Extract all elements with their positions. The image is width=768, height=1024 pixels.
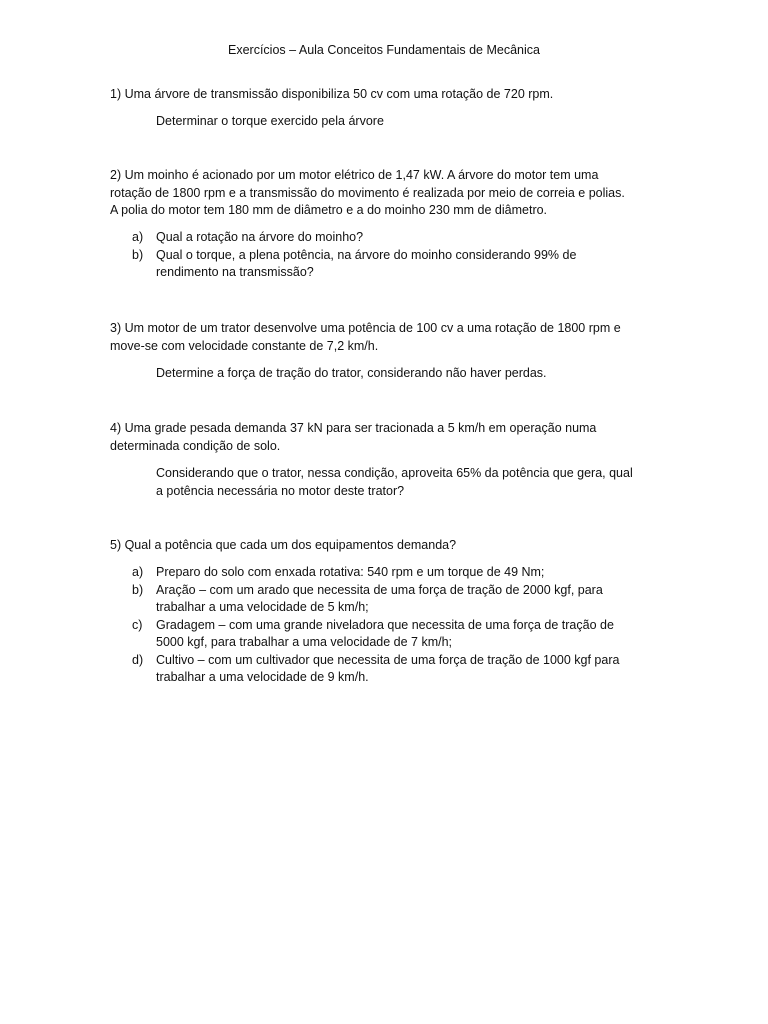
list-item: [110, 247, 596, 282]
question-4: [110, 420, 670, 455]
list-item: [110, 652, 656, 687]
item-letter: a): [132, 565, 144, 579]
question-5-items: [110, 564, 650, 687]
question-2-line-1: 2) Um moinho é acionado por um motor elétrico de 1,47 kW. A árvore do motor tem uma: [110, 168, 599, 182]
question-4-task-line-2: a potência necessária no motor deste trator?: [156, 483, 405, 498]
item-letter: d): [132, 652, 144, 667]
item-text: Gradagem – com uma grande niveladora que necessita de uma força de tração de 5000 kgf, para trabalhar a uma velocidade de 7 km/h;: [156, 617, 614, 649]
list-item: [110, 582, 636, 617]
question-3: [110, 320, 670, 355]
question-3-line-1: 3) Um motor de um trator desenvolve uma potência de 100 cv a uma rotação de 1800 rpm e: [110, 321, 621, 335]
list-item: [110, 229, 650, 247]
question-4-task-line-1: Considerando que o trator, nessa condição, aproveita 65% da potência que gera, qual: [156, 466, 633, 480]
question-5: 5) Qual a potência que cada um dos equipamentos demanda?: [110, 538, 457, 552]
question-2-items: [110, 229, 650, 282]
item-text: Qual a rotação na árvore do moinho?: [156, 230, 364, 244]
page-title: Exercícios – Aula Conceitos Fundamentais de Mecânica: [228, 43, 540, 57]
question-3-task: Determine a força de tração do trator, considerando não haver perdas.: [156, 366, 547, 380]
question-4-task: [156, 465, 656, 500]
question-4-line-2: determinada condição de solo.: [110, 438, 281, 453]
item-text: Qual o torque, a plena potência, na árvore do moinho considerando 99% de rendimento na transmissão?: [156, 247, 577, 279]
item-letter: c): [132, 617, 143, 632]
list-item: [110, 564, 656, 582]
item-text: Preparo do solo com enxada rotativa: 540 rpm e um torque de 49 Nm;: [156, 565, 545, 579]
item-text: Aração – com um arado que necessita de uma força de tração de 2000 kgf, para trabalhar a uma velocidade de 5 km/h;: [156, 582, 603, 614]
question-2-line-3: A polia do motor tem 180 mm de diâmetro e a do moinho 230 mm de diâmetro.: [110, 203, 548, 217]
item-letter: a): [132, 230, 144, 244]
question-1-task: Determinar o torque exercido pela árvore: [156, 114, 384, 128]
item-text: Cultivo – com um cultivador que necessita de uma força de tração de 1000 kgf para trabalhar a uma velocidade de 9 km/h.: [156, 652, 620, 684]
item-letter: b): [132, 582, 144, 597]
question-2-line-2: rotação de 1800 rpm e a transmissão do movimento é realizada por meio de correia e polias.: [110, 185, 625, 200]
question-2: [110, 167, 670, 220]
question-3-line-2: move-se com velocidade constante de 7,2 km/h.: [110, 338, 379, 353]
list-item: [110, 617, 636, 652]
item-letter: b): [132, 247, 144, 262]
question-4-line-1: 4) Uma grade pesada demanda 37 kN para ser tracionada a 5 km/h em operação numa: [110, 421, 597, 435]
question-1: 1) Uma árvore de transmissão disponibiliza 50 cv com uma rotação de 720 rpm.: [110, 87, 554, 101]
